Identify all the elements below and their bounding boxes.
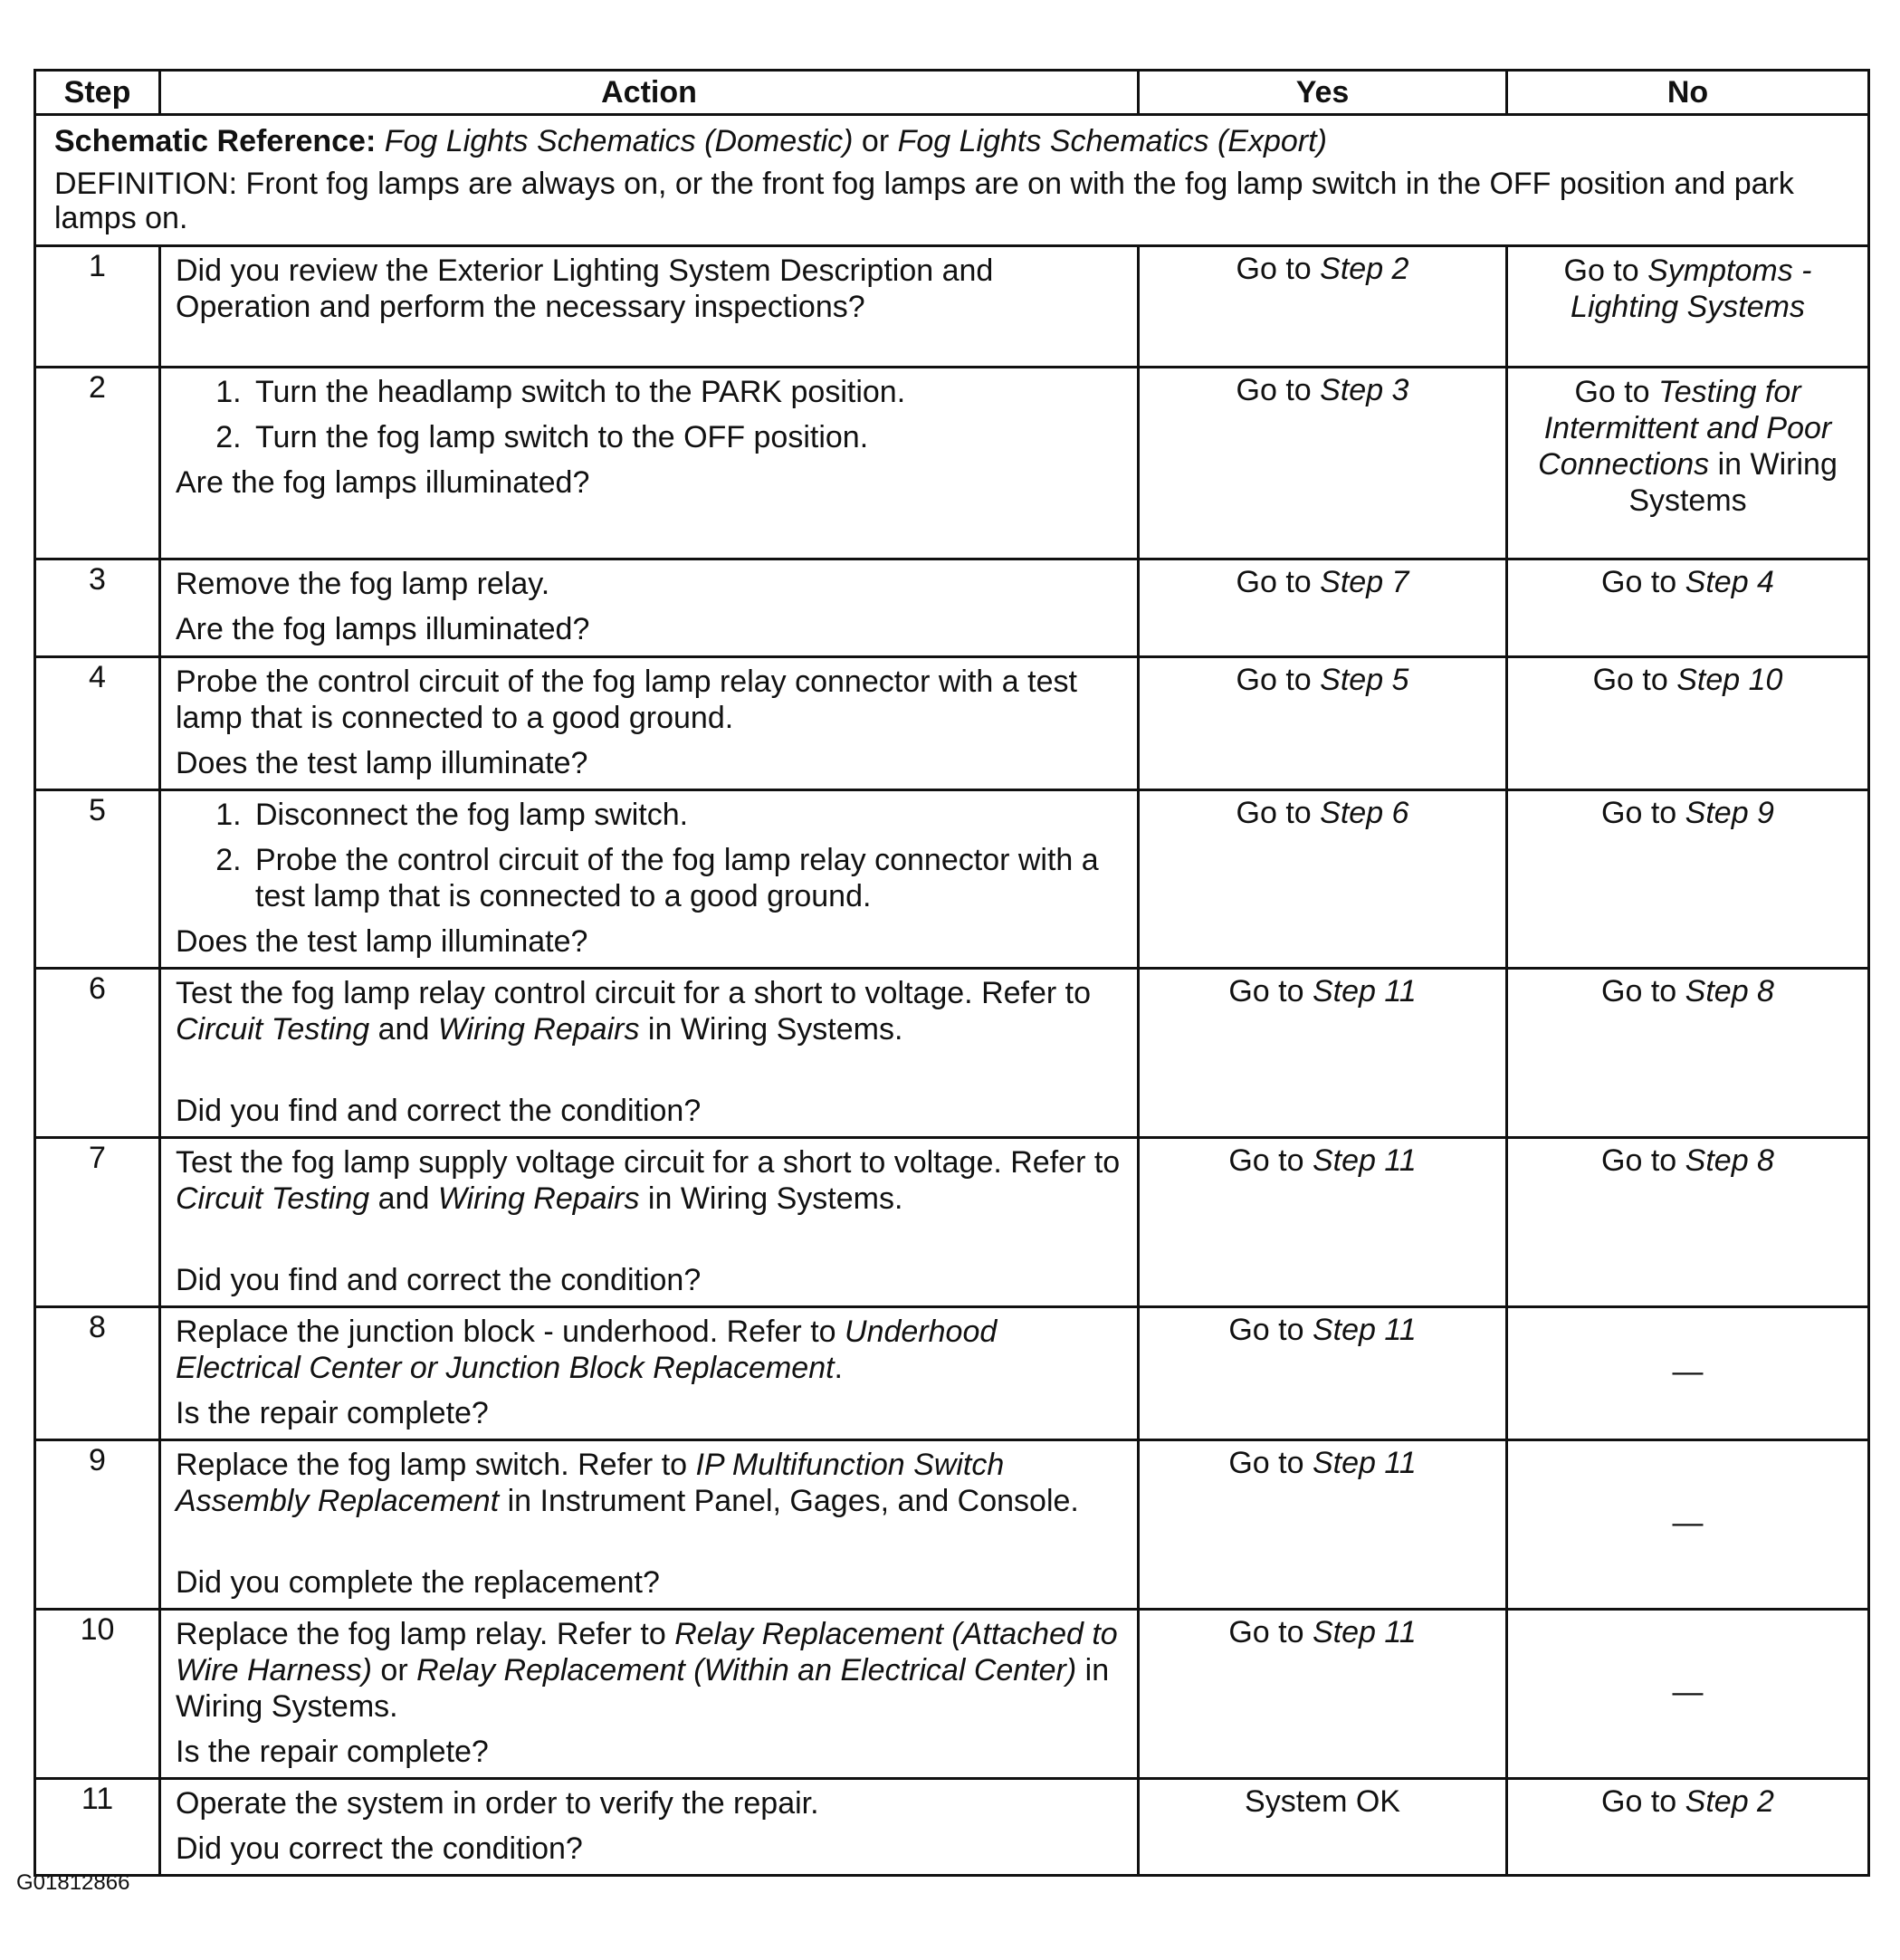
action-or: or [380, 1653, 408, 1688]
yes-step-link[interactable]: Step 11 [1312, 1446, 1417, 1480]
action-and: and [377, 1012, 430, 1047]
reference-cell [35, 115, 1869, 246]
table-row [35, 559, 1869, 657]
no-suffix: in Wiring Systems [1628, 447, 1838, 518]
action-text: Did you review the Exterior Lighting System Description and Operation and perform the necessary inspections? [176, 253, 994, 324]
action-link-circuit-testing[interactable]: Circuit Testing [176, 1012, 370, 1047]
yes-prefix: Go to [1228, 1313, 1304, 1347]
header-row [35, 71, 1869, 115]
no-cell [1507, 790, 1869, 969]
yes-cell [1139, 657, 1507, 790]
yes-prefix: Go to [1236, 796, 1312, 830]
action-question: Did you complete the replacement? [176, 1565, 660, 1600]
yes-step-link[interactable]: Step 3 [1320, 373, 1409, 407]
step-number: 2 [35, 368, 160, 559]
action-cell [160, 559, 1139, 657]
table-row [35, 657, 1869, 790]
definition-text: DEFINITION: Front fog lamps are always on, or the front fog lamps are on with the fog lamp switch in the OFF position and park lamps on. [54, 167, 1794, 235]
action-text-b: in Wiring Systems. [176, 1653, 1110, 1724]
action-link-relay-harness[interactable]: Relay Replacement (Attached to Wire Harness) [176, 1617, 1118, 1688]
no-step-link[interactable]: Step 8 [1685, 1143, 1774, 1178]
yes-step-link[interactable]: Step 7 [1320, 565, 1409, 599]
step-number: 7 [35, 1138, 160, 1307]
yes-cell [1139, 1307, 1507, 1440]
yes-prefix: Go to [1236, 373, 1312, 407]
yes-step-link[interactable]: Step 6 [1320, 796, 1409, 830]
schematic-link-export[interactable]: Fog Lights Schematics (Export) [897, 124, 1327, 158]
no-prefix: Go to [1601, 1143, 1677, 1178]
yes-prefix: Go to [1236, 663, 1312, 697]
action-cell [160, 1440, 1139, 1610]
action-cell [160, 657, 1139, 790]
step-number: 6 [35, 969, 160, 1138]
action-question: Did you find and correct the condition? [176, 1094, 702, 1128]
action-cell [160, 969, 1139, 1138]
step-number: 4 [35, 657, 160, 790]
no-step-link[interactable]: Step 10 [1676, 663, 1783, 697]
action-text: Probe the control circuit of the fog lamp relay connector with a test lamp that is connected to a good ground. [176, 664, 1077, 735]
yes-prefix: Go to [1228, 1143, 1304, 1178]
no-dash: — [1672, 1675, 1704, 1709]
action-link-wiring-repairs[interactable]: Wiring Repairs [437, 1181, 640, 1216]
action-question: Are the fog lamps illuminated? [176, 465, 590, 500]
no-cell [1507, 368, 1869, 559]
action-text: Remove the fog lamp relay. [176, 567, 550, 601]
action-link-ip-switch[interactable]: IP Multifunction Switch Assembly Replacement [176, 1448, 1005, 1518]
no-prefix: Go to [1601, 796, 1677, 830]
no-prefix: Go to [1574, 375, 1650, 409]
table-row [35, 1779, 1869, 1876]
action-link-junction-block[interactable]: Underhood Electrical Center or Junction Block Replacement [176, 1315, 998, 1385]
action-link-wiring-repairs[interactable]: Wiring Repairs [437, 1012, 640, 1047]
action-text-b: in Instrument Panel, Gages, and Console. [507, 1484, 1079, 1518]
yes-prefix: Go to [1236, 565, 1312, 599]
header-step: Step [35, 71, 160, 115]
yes-prefix: Go to [1236, 252, 1312, 286]
action-cell [160, 246, 1139, 368]
yes-cell [1139, 1138, 1507, 1307]
action-question: Does the test lamp illuminate? [176, 924, 588, 959]
action-cell [160, 1138, 1139, 1307]
no-cell [1507, 1138, 1869, 1307]
yes-cell [1139, 559, 1507, 657]
action-text-a: Replace the junction block - underhood. Refer to [176, 1315, 836, 1349]
schematic-reference [54, 123, 1849, 159]
action-text [176, 1144, 1122, 1217]
action-text [176, 1314, 1122, 1386]
table-row [35, 1307, 1869, 1440]
action-cell [160, 1307, 1139, 1440]
step-number: 10 [35, 1610, 160, 1779]
yes-result: System OK [1245, 1784, 1400, 1819]
action-cell [160, 1610, 1139, 1779]
no-step-link[interactable]: Step 9 [1685, 796, 1774, 830]
action-text: Operate the system in order to verify the repair. [176, 1786, 819, 1821]
no-dash: — [1672, 1506, 1704, 1540]
action-question: Did you correct the condition? [176, 1831, 583, 1866]
yes-prefix: Go to [1228, 974, 1304, 1009]
no-prefix: Go to [1592, 663, 1668, 697]
action-text-a: Test the fog lamp relay control circuit for a short to voltage. Refer to [176, 976, 1092, 1010]
action-text-a: Test the fog lamp supply voltage circuit for a short to voltage. Refer to [176, 1145, 1121, 1180]
yes-cell [1139, 969, 1507, 1138]
yes-cell [1139, 368, 1507, 559]
table-row [35, 1138, 1869, 1307]
reference-row [35, 115, 1869, 246]
step-number: 5 [35, 790, 160, 969]
no-cell [1507, 246, 1869, 368]
yes-cell [1139, 1610, 1507, 1779]
action-question: Does the test lamp illuminate? [176, 746, 588, 780]
action-link-relay-electrical-center[interactable]: Relay Replacement (Within an Electrical Center) [416, 1653, 1077, 1688]
no-cell [1507, 969, 1869, 1138]
header-action: Action [160, 71, 1139, 115]
no-step-link[interactable]: Symptoms - Lighting Systems [1571, 253, 1812, 324]
no-cell [1507, 1440, 1869, 1610]
yes-step-link[interactable]: Step 11 [1312, 1143, 1417, 1178]
schematic-reference-label: Schematic Reference: [54, 124, 377, 158]
step-number: 11 [35, 1779, 160, 1876]
yes-step-link[interactable]: Step 5 [1320, 663, 1409, 697]
action-text [176, 975, 1122, 1047]
yes-cell [1139, 790, 1507, 969]
yes-cell [1139, 246, 1507, 368]
action-link-circuit-testing[interactable]: Circuit Testing [176, 1181, 370, 1216]
diagnostic-table [33, 69, 1870, 1877]
substep-item: 1. Turn the headlamp switch to the PARK position. [250, 374, 1122, 410]
substep-item: 2. Turn the fog lamp switch to the OFF position. [250, 419, 1122, 455]
table-row [35, 1440, 1869, 1610]
table-row [35, 246, 1869, 368]
header-yes: Yes [1139, 71, 1507, 115]
substep-item: 1. Disconnect the fog lamp switch. [250, 797, 1122, 833]
no-cell [1507, 657, 1869, 790]
schematic-link-domestic[interactable]: Fog Lights Schematics (Domestic) [384, 124, 854, 158]
action-text-a: Replace the fog lamp relay. Refer to [176, 1617, 666, 1651]
no-cell [1507, 1307, 1869, 1440]
no-step-link[interactable]: Step 2 [1685, 1784, 1774, 1819]
action-question: Did you find and correct the condition? [176, 1263, 702, 1297]
table-row [35, 368, 1869, 559]
yes-cell [1139, 1440, 1507, 1610]
action-text-b: in Wiring Systems. [647, 1181, 903, 1216]
no-prefix: Go to [1601, 565, 1677, 599]
yes-step-link[interactable]: Step 11 [1312, 1313, 1417, 1347]
no-step-link[interactable]: Testing for Intermittent and Poor Connections [1538, 375, 1832, 482]
yes-prefix: Go to [1228, 1446, 1304, 1480]
reference-or: or [861, 124, 890, 158]
figure-code: G01812866 [16, 1870, 130, 1895]
no-prefix: Go to [1601, 1784, 1677, 1819]
action-text-b: in Wiring Systems. [647, 1012, 903, 1047]
yes-step-link[interactable]: Step 11 [1312, 974, 1417, 1009]
step-number: 1 [35, 246, 160, 368]
action-text-a: Replace the fog lamp switch. Refer to [176, 1448, 688, 1482]
no-cell [1507, 1610, 1869, 1779]
yes-step-link[interactable]: Step 2 [1320, 252, 1409, 286]
action-question: Is the repair complete? [176, 1396, 489, 1430]
no-step-link[interactable]: Step 8 [1685, 974, 1774, 1009]
action-text [176, 1616, 1122, 1725]
no-prefix: Go to [1563, 253, 1639, 288]
no-prefix: Go to [1601, 974, 1677, 1009]
table-row [35, 790, 1869, 969]
yes-cell [1139, 1779, 1507, 1876]
action-and: and [377, 1181, 430, 1216]
action-question: Is the repair complete? [176, 1735, 489, 1769]
action-text-b: . [834, 1351, 843, 1385]
no-cell [1507, 559, 1869, 657]
table-row [35, 969, 1869, 1138]
action-cell [160, 1779, 1139, 1876]
no-step-link[interactable]: Step 4 [1685, 565, 1774, 599]
substep-item: 2. Probe the control circuit of the fog lamp relay connector with a test lamp that is connected to a good ground. [250, 842, 1122, 914]
step-number: 3 [35, 559, 160, 657]
substep-list [176, 374, 1122, 455]
no-dash: — [1672, 1354, 1704, 1389]
action-cell [160, 790, 1139, 969]
no-cell [1507, 1779, 1869, 1876]
table-row [35, 1610, 1869, 1779]
action-question: Are the fog lamps illuminated? [176, 612, 590, 646]
step-number: 9 [35, 1440, 160, 1610]
header-no: No [1507, 71, 1869, 115]
step-number: 8 [35, 1307, 160, 1440]
yes-step-link[interactable]: Step 11 [1312, 1615, 1417, 1649]
substep-list [176, 797, 1122, 914]
yes-prefix: Go to [1228, 1615, 1304, 1649]
action-cell [160, 368, 1139, 559]
action-text [176, 1447, 1122, 1519]
